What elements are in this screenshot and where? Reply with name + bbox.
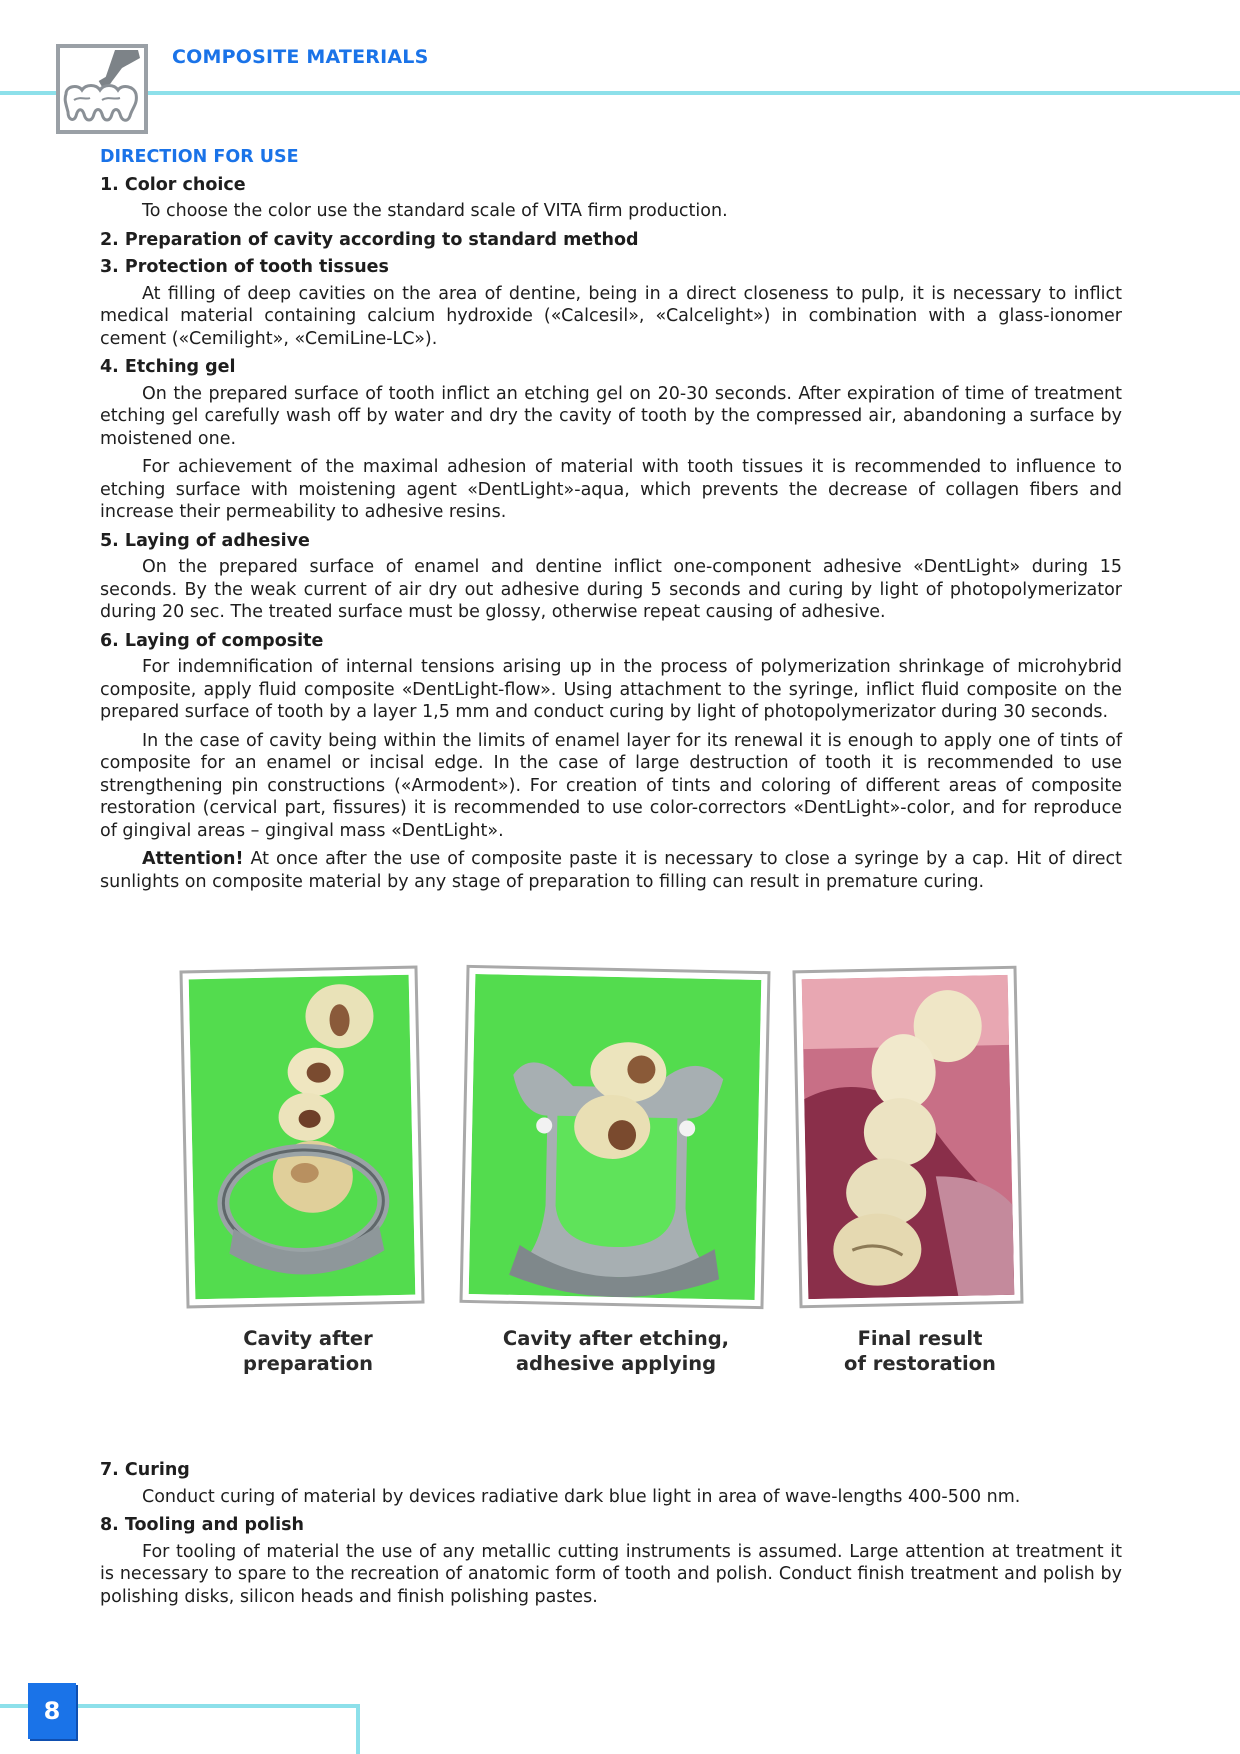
dental-photo-final — [802, 975, 1015, 1299]
logo — [56, 44, 148, 134]
step-heading: 6. Laying of composite — [100, 630, 324, 651]
step-heading: 3. Protection of tooth tissues — [100, 257, 389, 277]
photo-cavity-etching — [459, 965, 770, 1309]
attention-text: At once after the use of composite paste it is necessary to close a syringe by a cap. Hit of direct sunlights on composite material by any stage of preparation to filling can result in premature curing. — [100, 849, 1122, 892]
caption-preparation — [183, 1326, 433, 1376]
caption-final — [800, 1326, 1040, 1376]
dental-photo-etching — [469, 974, 762, 1300]
caption-line: Cavity after — [243, 1327, 373, 1350]
step-heading: 8. Tooling and polish — [100, 1515, 304, 1535]
step-heading: 5. Laying of adhesive — [100, 530, 310, 551]
step-paragraph: On the prepared surface of enamel and dentine inflict one-component adhesive «DentLight» during 15 seconds. By the weak current of air dry out adhesive during 5 seconds and curing by light of photopolymerizator during 20 sec. The treated surface must be glossy, otherwise repeat causing of adhesive. — [100, 557, 1122, 622]
attention-note — [100, 848, 1122, 893]
caption-line: preparation — [243, 1352, 373, 1375]
step-heading: 7. Curing — [100, 1460, 190, 1480]
attention-label: Attention! — [142, 849, 244, 869]
step-paragraph: At filling of deep cavities on the area of dentine, being in a direct closeness to pulp, it is necessary to inflict medical material containing calcium hydroxide («Calcesil», «Calcelight») in combination with a glass-ionomer cement («Cemilight», «CemiLine-LC»). — [100, 283, 1122, 349]
caption-line: Cavity after etching, — [502, 1327, 730, 1350]
caption-line: Final result — [857, 1327, 983, 1350]
caption-etching — [466, 1326, 766, 1376]
page-title: COMPOSITE MATERIALS — [172, 46, 429, 68]
instructions-bottom — [100, 1454, 1122, 1614]
caption-line: adhesive applying — [515, 1352, 717, 1375]
dental-photo-preparation — [189, 975, 416, 1300]
step-paragraph: To choose the color use the standard scale of VITA firm production. — [142, 201, 728, 221]
page-number: 8 — [28, 1683, 76, 1739]
caption-line: of restoration — [844, 1352, 996, 1375]
photo-final-result — [792, 966, 1023, 1309]
step-paragraph: For tooling of material the use of any metallic cutting instruments is assumed. Large attention at treatment it is necessary to spare to the recreation of anatomic form of tooth and polish. Conduct finish treatment and polish by polishing disks, silicon heads and finish polishing pastes. — [100, 1541, 1122, 1607]
teeth-applicator-icon — [60, 48, 144, 130]
step-paragraph: In the case of cavity being within the limits of enamel layer for its renewal it is enough to apply one of tints of composite for an enamel or incisal edge. In the case of large destruction of tooth it is recommended to use strengthening pin constructions («Armodent»). For creation of tints and coloring of different areas of composite restoration (cervical part, fissures) it is recommended to use color-correctors «DentLight»-color, and for reproduce of gingival areas – gingival mass «DentLight». — [100, 730, 1122, 841]
step-heading: 1. Color choice — [100, 174, 246, 195]
step-paragraph: On the prepared surface of tooth inflict an etching gel on 20-30 seconds. After expiration of time of treatment etching gel carefully wash off by water and dry the cavity of tooth by the compressed air, abandoning a surface by moistened one. — [100, 383, 1122, 449]
instructions-top — [100, 146, 1122, 899]
section-label: DIRECTION FOR USE — [100, 147, 299, 167]
header-rule — [0, 91, 1240, 95]
step-paragraph: For indemnification of internal tensions arising up in the process of polymerization shrinkage of microhybrid composite, apply fluid composite «DentLight-flow». Using attachment to the syringe, inflict fluid composite on the prepared surface of tooth by a layer 1,5 mm and conduct curing by light of photopolymerizator during 30 seconds. — [100, 657, 1122, 722]
step-heading: 4. Etching gel — [100, 357, 236, 377]
step-paragraph: For achievement of the maximal adhesion of material with tooth tissues it is recommended to influence to etching surface with moistening agent «DentLight»-aqua, which prevents the decrease of collagen fibers and increase their permeability to adhesive resins. — [100, 457, 1122, 522]
step-paragraph: Conduct curing of material by devices radiative dark blue light in area of wave-lengths 400-500 nm. — [142, 1486, 1021, 1507]
step-heading: 2. Preparation of cavity according to standard method — [100, 229, 639, 250]
footer-rule-vertical — [356, 1704, 360, 1754]
photo-cavity-preparation — [179, 966, 424, 1309]
